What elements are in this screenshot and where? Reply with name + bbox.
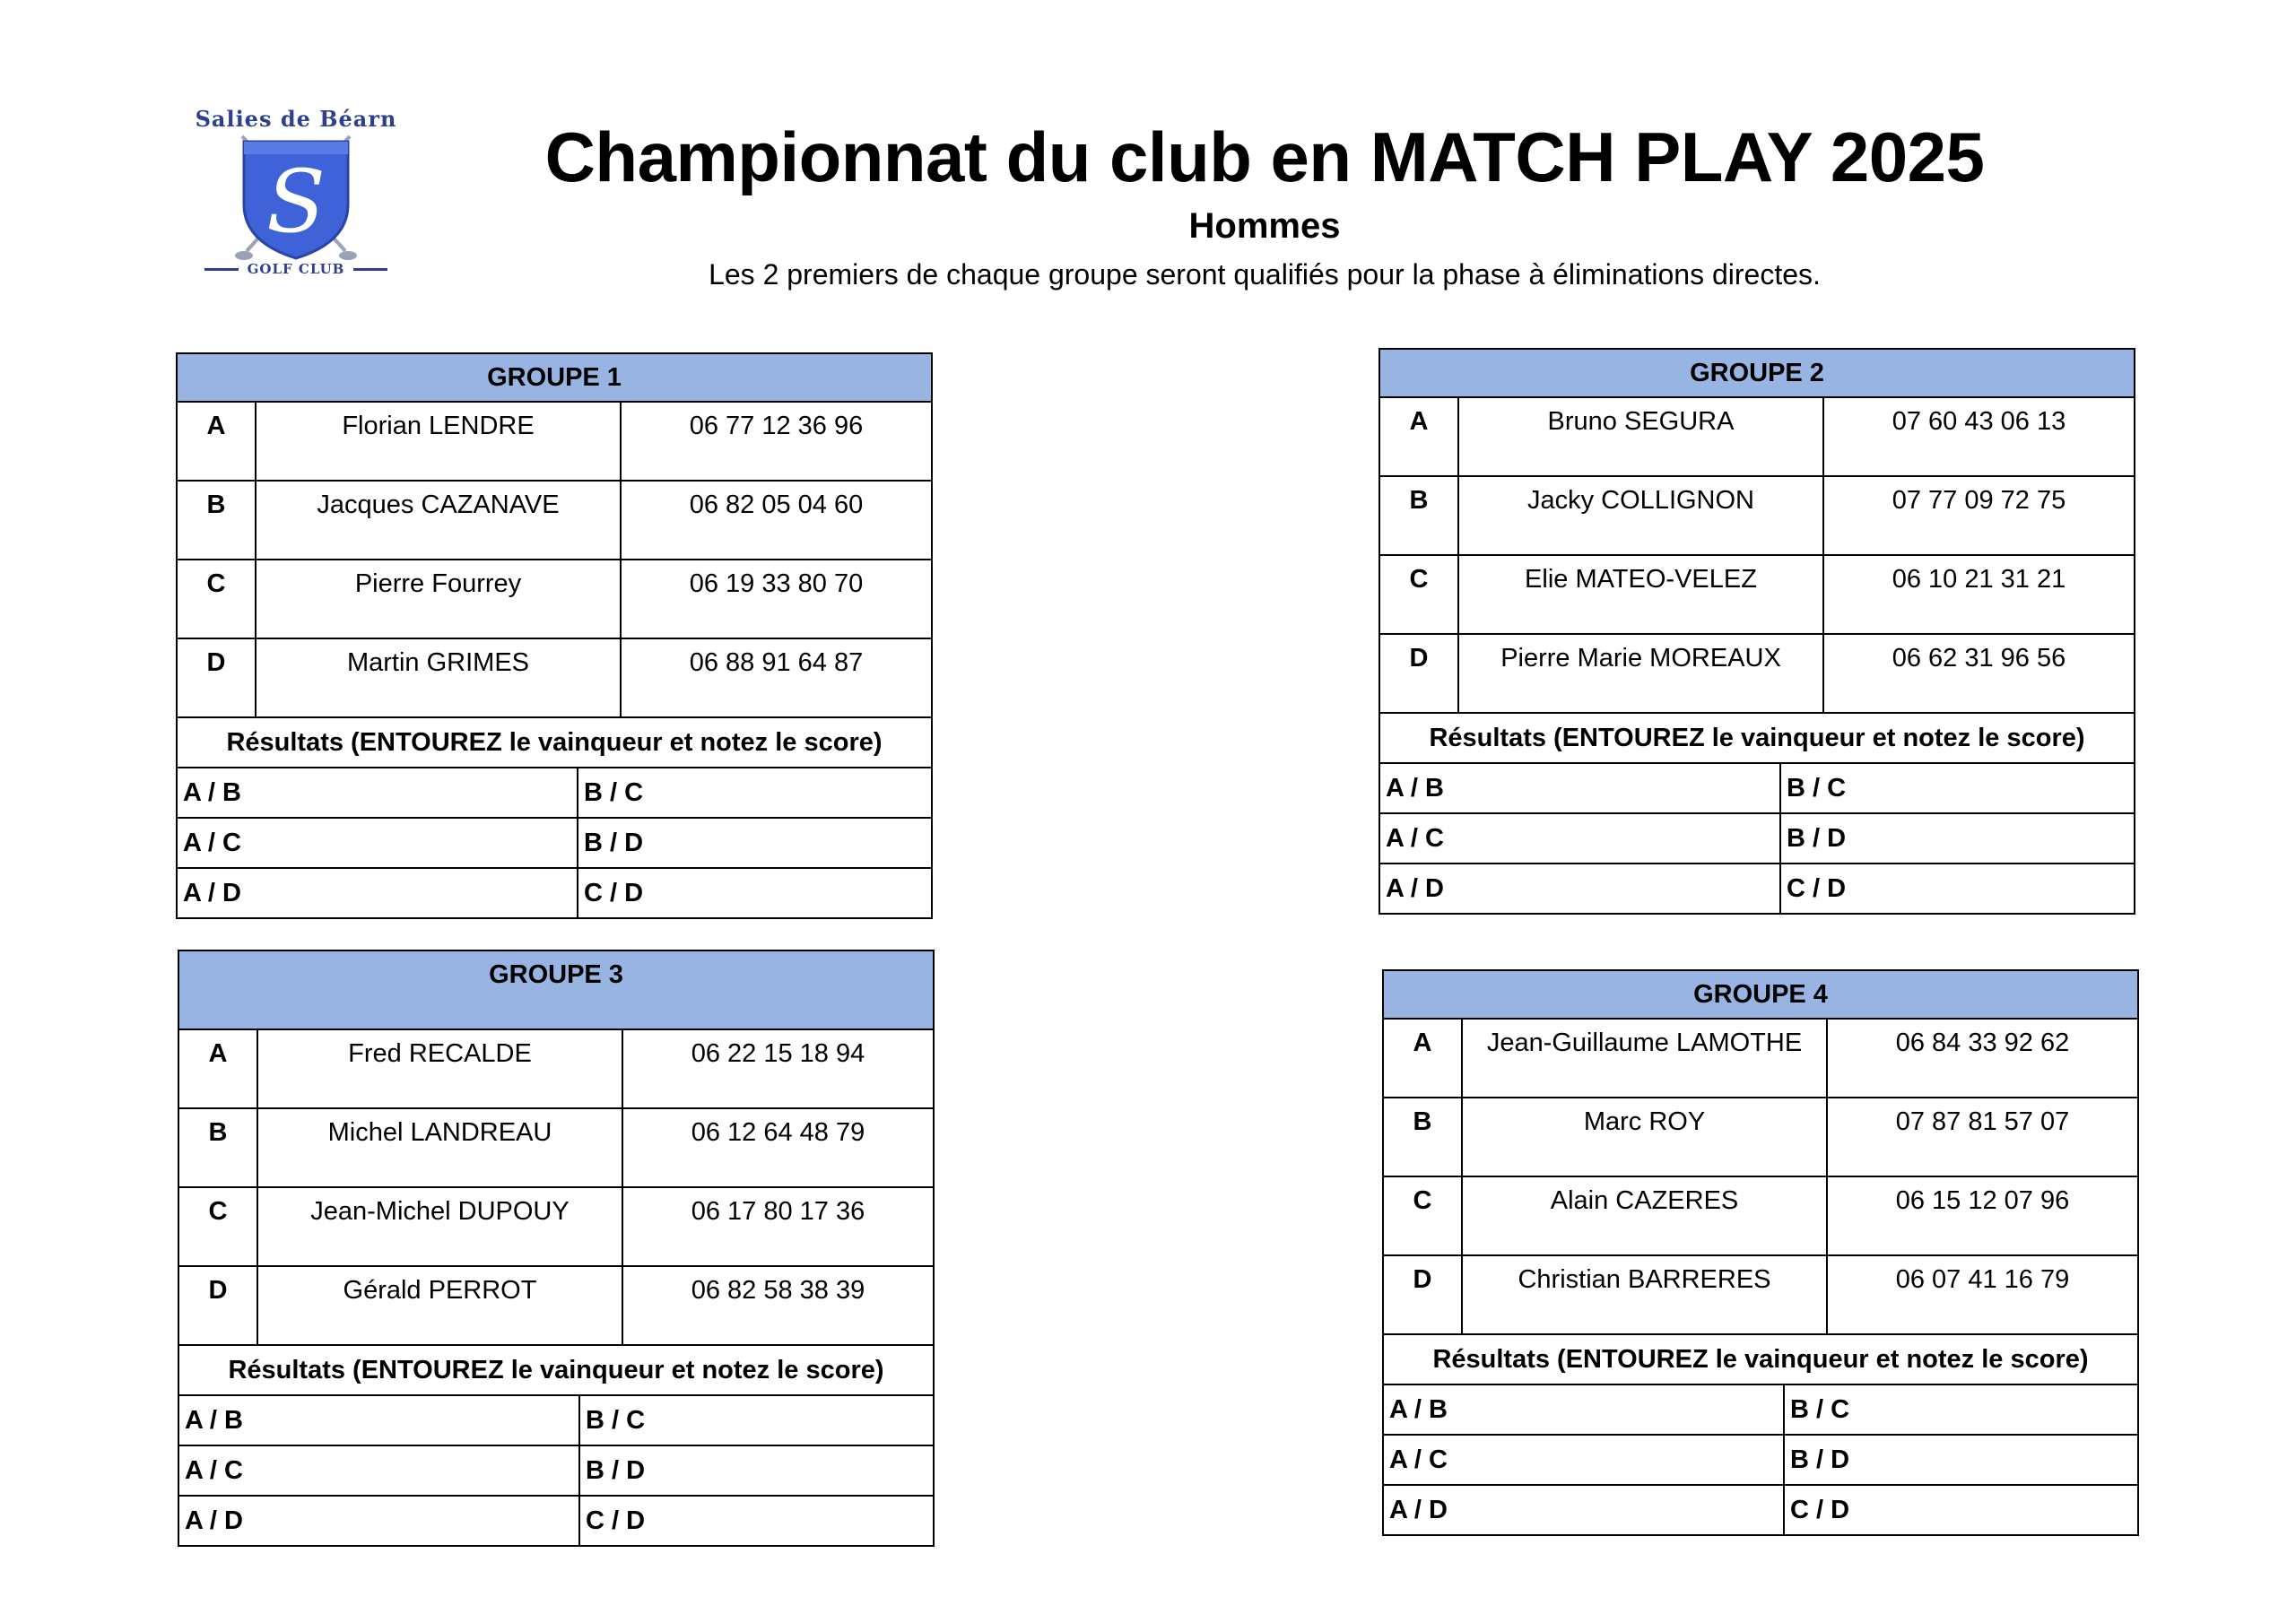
player-row: [1383, 1098, 2138, 1176]
group-table: [176, 352, 933, 919]
player-phone: 06 62 31 96 56: [1823, 634, 2135, 713]
player-phone: 07 87 81 57 07: [1827, 1098, 2138, 1176]
shield-letter: S: [266, 152, 326, 252]
player-phone: 06 84 33 92 62: [1827, 1019, 2138, 1098]
player-letter: C: [177, 560, 256, 638]
match-cell-right[interactable]: B / C: [579, 1395, 934, 1445]
group-table: [1378, 348, 2135, 915]
player-phone: 06 82 05 04 60: [621, 481, 932, 560]
player-letter: D: [178, 1266, 257, 1345]
player-phone: 06 15 12 07 96: [1827, 1176, 2138, 1255]
club-logo: [179, 99, 413, 282]
player-name: Martin GRIMES: [256, 638, 621, 717]
match-cell-left[interactable]: A / B: [177, 768, 578, 818]
player-row: [178, 1029, 934, 1108]
player-row: [178, 1108, 934, 1187]
page-title: Championnat du club en MATCH PLAY 2025: [544, 117, 1985, 196]
match-cell-left[interactable]: A / D: [178, 1496, 579, 1546]
player-letter: A: [1379, 397, 1458, 476]
player-row: [1379, 634, 2135, 713]
match-row: [1379, 813, 2135, 864]
match-cell-left[interactable]: A / D: [1379, 864, 1780, 914]
match-cell-right[interactable]: B / C: [1780, 763, 2135, 813]
player-name: Christian BARRERES: [1462, 1255, 1827, 1334]
player-row: [1383, 1255, 2138, 1334]
player-row: [1379, 397, 2135, 476]
player-letter: C: [1379, 555, 1458, 634]
player-name: Bruno SEGURA: [1458, 397, 1823, 476]
player-letter: C: [1383, 1176, 1462, 1255]
match-row: [1379, 763, 2135, 813]
player-row: [177, 560, 932, 638]
results-label: Résultats (ENTOUREZ le vainqueur et notez le score): [178, 1345, 934, 1395]
player-phone: 06 07 41 16 79: [1827, 1255, 2138, 1334]
match-cell-left[interactable]: A / D: [1383, 1485, 1784, 1535]
player-phone: 06 77 12 36 96: [621, 402, 932, 481]
player-name: Elie MATEO-VELEZ: [1458, 555, 1823, 634]
match-cell-left[interactable]: A / C: [178, 1445, 579, 1496]
match-row: [1383, 1435, 2138, 1485]
match-cell-right[interactable]: C / D: [1780, 864, 2135, 914]
player-name: Fred RECALDE: [257, 1029, 622, 1108]
player-row: [177, 481, 932, 560]
player-name: Jacky COLLIGNON: [1458, 476, 1823, 555]
player-letter: A: [178, 1029, 257, 1108]
player-letter: D: [177, 638, 256, 717]
player-name: Alain CAZERES: [1462, 1176, 1827, 1255]
qualification-note: Les 2 premiers de chaque groupe seront qualifiés pour la phase à éliminations directes.: [709, 258, 1821, 291]
player-row: [177, 402, 932, 481]
player-name: Jean-Michel DUPOUY: [257, 1187, 622, 1266]
player-phone: 07 60 43 06 13: [1823, 397, 2135, 476]
match-cell-right[interactable]: B / C: [578, 768, 932, 818]
player-letter: A: [177, 402, 256, 481]
player-row: [177, 638, 932, 717]
group-title: GROUPE 2: [1379, 349, 2135, 397]
match-cell-left[interactable]: A / D: [177, 868, 578, 918]
match-cell-left[interactable]: A / C: [1383, 1435, 1784, 1485]
group-title: GROUPE 4: [1383, 970, 2138, 1019]
player-row: [178, 1187, 934, 1266]
match-cell-left[interactable]: A / B: [1383, 1384, 1784, 1435]
player-name: Jacques CAZANAVE: [256, 481, 621, 560]
logo-bottom-text: GOLF CLUB: [179, 260, 413, 277]
player-row: [178, 1266, 934, 1345]
player-letter: A: [1383, 1019, 1462, 1098]
group-3-table: [178, 950, 933, 1547]
player-letter: C: [178, 1187, 257, 1266]
group-4-table: [1382, 969, 2137, 1536]
player-letter: B: [177, 481, 256, 560]
results-label: Résultats (ENTOUREZ le vainqueur et notez le score): [1383, 1334, 2138, 1384]
match-cell-right[interactable]: C / D: [1784, 1485, 2138, 1535]
match-cell-right[interactable]: C / D: [579, 1496, 934, 1546]
player-row: [1379, 476, 2135, 555]
results-label: Résultats (ENTOUREZ le vainqueur et notez le score): [1379, 713, 2135, 763]
match-cell-right[interactable]: B / D: [578, 818, 932, 868]
match-cell-left[interactable]: A / B: [1379, 763, 1780, 813]
player-phone: 06 10 21 31 21: [1823, 555, 2135, 634]
player-name: Florian LENDRE: [256, 402, 621, 481]
match-row: [1379, 864, 2135, 914]
match-cell-right[interactable]: B / D: [1784, 1435, 2138, 1485]
match-row: [177, 768, 932, 818]
player-row: [1379, 555, 2135, 634]
player-letter: B: [1383, 1098, 1462, 1176]
match-row: [177, 818, 932, 868]
player-name: Michel LANDREAU: [257, 1108, 622, 1187]
match-row: [178, 1445, 934, 1496]
match-cell-right[interactable]: B / D: [579, 1445, 934, 1496]
player-phone: 07 77 09 72 75: [1823, 476, 2135, 555]
player-row: [1383, 1019, 2138, 1098]
match-row: [177, 868, 932, 918]
player-name: Jean-Guillaume LAMOTHE: [1462, 1019, 1827, 1098]
match-cell-right[interactable]: C / D: [578, 868, 932, 918]
player-letter: D: [1383, 1255, 1462, 1334]
group-title: GROUPE 1: [177, 353, 932, 402]
logo-top-text: Salies de Béarn: [195, 106, 397, 132]
page-subtitle: Hommes: [1188, 206, 1341, 246]
player-phone: 06 22 15 18 94: [622, 1029, 934, 1108]
match-cell-left[interactable]: A / C: [177, 818, 578, 868]
match-cell-right[interactable]: B / C: [1784, 1384, 2138, 1435]
match-row: [178, 1496, 934, 1546]
player-name: Pierre Marie MOREAUX: [1458, 634, 1823, 713]
results-label: Résultats (ENTOUREZ le vainqueur et notez le score): [177, 717, 932, 768]
player-phone: 06 17 80 17 36: [622, 1187, 934, 1266]
group-1-table: [176, 352, 931, 919]
group-table: [178, 950, 935, 1547]
player-row: [1383, 1176, 2138, 1255]
match-cell-right[interactable]: B / D: [1780, 813, 2135, 864]
group-2-table: [1378, 348, 2134, 915]
player-phone: 06 82 58 38 39: [622, 1266, 934, 1345]
player-name: Pierre Fourrey: [256, 560, 621, 638]
player-phone: 06 19 33 80 70: [621, 560, 932, 638]
group-table: [1382, 969, 2139, 1536]
player-phone: 06 88 91 64 87: [621, 638, 932, 717]
player-name: Marc ROY: [1462, 1098, 1827, 1176]
match-row: [178, 1395, 934, 1445]
match-row: [1383, 1384, 2138, 1435]
player-letter: B: [1379, 476, 1458, 555]
match-cell-left[interactable]: A / B: [178, 1395, 579, 1445]
group-title: GROUPE 3: [178, 950, 934, 1029]
player-letter: D: [1379, 634, 1458, 713]
match-row: [1383, 1485, 2138, 1535]
match-cell-left[interactable]: A / C: [1379, 813, 1780, 864]
player-phone: 06 12 64 48 79: [622, 1108, 934, 1187]
player-letter: B: [178, 1108, 257, 1187]
player-name: Gérald PERROT: [257, 1266, 622, 1345]
